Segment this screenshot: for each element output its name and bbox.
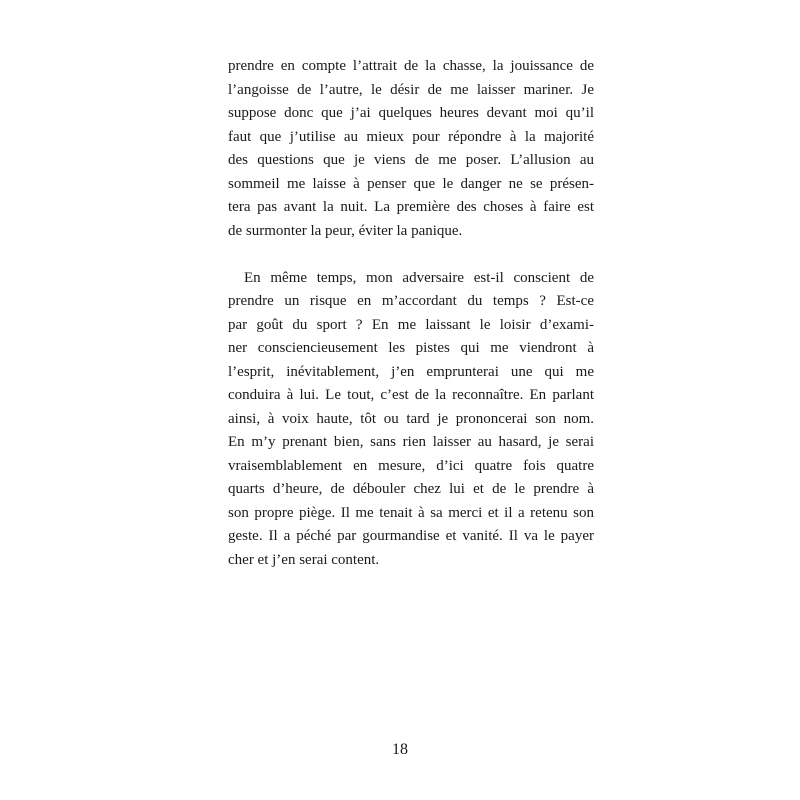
text-line: de surmonter la peur, éviter la panique.: [228, 222, 463, 239]
text-line: par goût du sport ? En me laissant le loisir d’exami-: [228, 316, 594, 333]
text-line: quarts d’heure, de débouler chez lui et de le prendre à: [228, 481, 594, 497]
text-line: prendre un risque en m’accordant du temps ? Est-ce: [228, 293, 594, 309]
text-line: l’esprit, inévitablement, j’en emprunterai une qui me: [228, 363, 594, 380]
text-line: geste. Il a péché par gourmandise et vanité. Il va le payer: [228, 528, 594, 544]
text-line: l’angoisse de l’autre, le désir de me laisser mariner. Je: [228, 81, 594, 98]
paragraph-2: [228, 267, 594, 573]
text-line: conduira à lui. Le tout, c’est de la reconnaître. En parlant: [228, 387, 594, 403]
text-line: ner consciencieusement les pistes qui me viendront à: [228, 340, 594, 356]
text-line: ainsi, à voix haute, tôt ou tard je prononcerai son nom.: [228, 410, 594, 427]
text-line: cher et j’en serai content.: [228, 551, 380, 568]
text-line: son propre piège. Il me tenait à sa merci et il a retenu son: [228, 504, 594, 521]
text-line: faut que j’utilise au mieux pour répondre à la majorité: [228, 128, 594, 145]
text-line: des questions que je viens de me poser. L’allusion au: [228, 152, 594, 168]
text-line: sommeil me laisse à penser que le danger ne se présen-: [228, 175, 594, 192]
body-text: [228, 55, 594, 572]
text-line: prendre en compte l’attrait de la chasse, la jouissance de: [228, 58, 594, 74]
paragraph-1: [228, 55, 594, 243]
paragraph-gap: [228, 243, 594, 267]
text-line: vraisemblablement en mesure, d’ici quatre fois quatre: [228, 457, 594, 474]
text-line: tera pas avant la nuit. La première des choses à faire est: [228, 199, 594, 215]
text-line: En même temps, mon adversaire est-il conscient de: [244, 269, 594, 286]
page-number: 18: [392, 741, 408, 758]
text-line: suppose donc que j’ai quelques heures devant moi qu’il: [228, 105, 594, 121]
text-line: En m’y prenant bien, sans rien laisser au hasard, je serai: [228, 434, 594, 450]
